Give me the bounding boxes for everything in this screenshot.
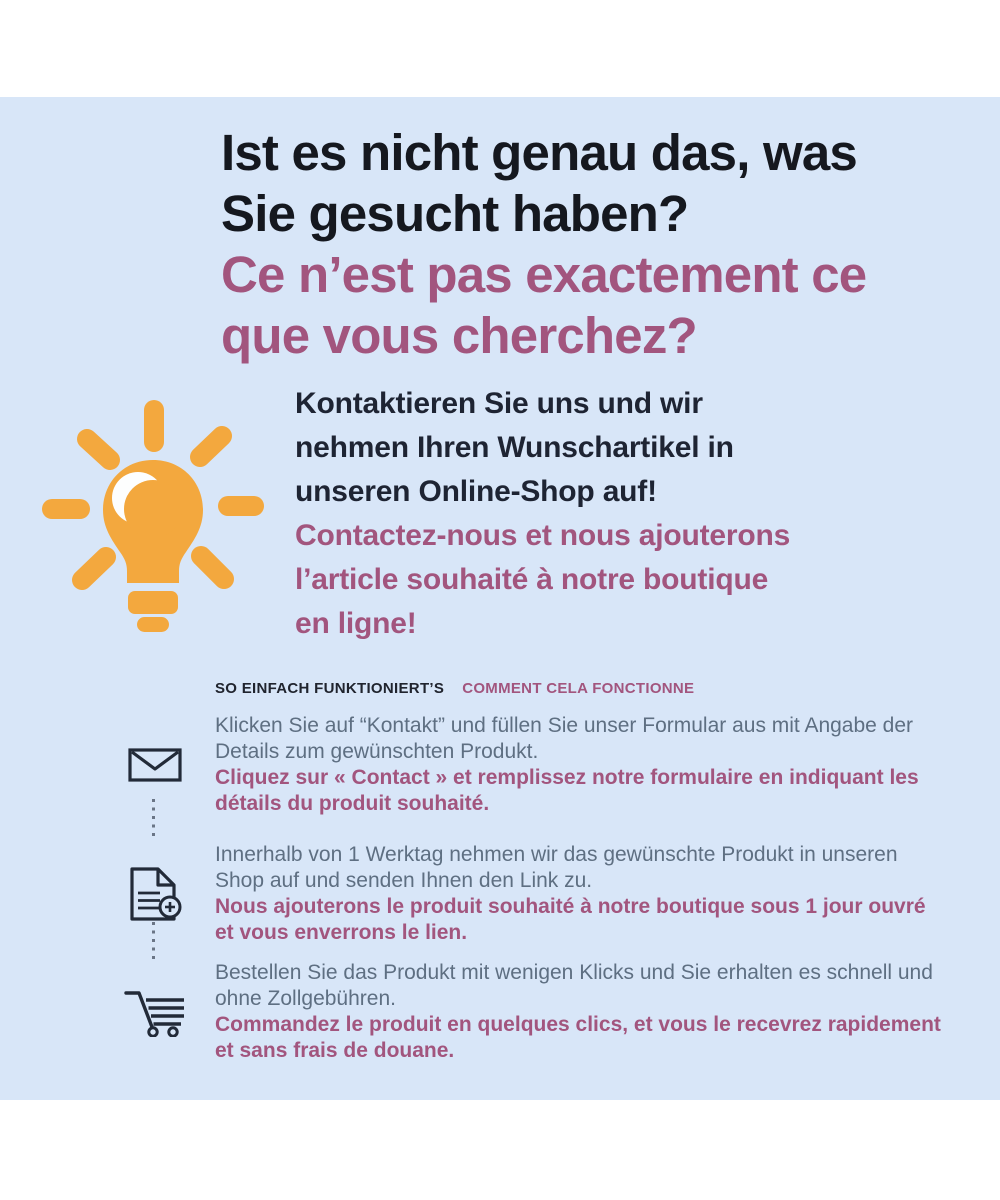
step-text-block (215, 960, 945, 1064)
headline (221, 122, 866, 366)
intro-de-line1: Kontaktieren Sie uns und wir (295, 387, 703, 420)
step1-text-de: Klicken Sie auf “Kontakt” und füllen Sie unser Formular aus mit Angabe der Details zum gewünschten Produkt. (215, 714, 914, 763)
dotted-connector-1 (152, 799, 155, 837)
lightbulb-icon (40, 392, 266, 632)
intro-de-line3: unseren Online-Shop auf! (295, 475, 657, 508)
headline-fr-line2: que vous cherchez? (221, 307, 697, 364)
intro-fr-line2: l’article souhaité à notre boutique (295, 563, 769, 596)
step-text-block (215, 842, 945, 946)
step-row-add-product (100, 842, 945, 946)
step-text-block (215, 713, 945, 817)
headline-de-line1: Ist es nicht genau das, was (221, 124, 857, 181)
headline-fr-line1: Ce n’est pas exactement ce (221, 246, 867, 303)
step3-text-de: Bestellen Sie das Produkt mit wenigen Klicks und Sie erhalten es schnell und ohne Zollgebühren. (215, 961, 933, 1010)
step-row-order (100, 960, 945, 1064)
step2-text-fr: Nous ajouterons le produit souhaité à notre boutique sous 1 jour ouvré et vous enverrons le lien. (215, 895, 926, 944)
section-heading-de: SO EINFACH FUNKTIONIERT’S (215, 680, 445, 697)
section-heading-fr: COMMENT CELA FONCTIONNE (462, 680, 695, 697)
envelope-icon (100, 748, 210, 782)
step2-text-de: Innerhalb von 1 Werktag nehmen wir das gewünschte Produkt in unseren Shop auf und senden Ihnen den Link zu. (215, 843, 898, 892)
intro-fr-line1: Contactez-nous et nous ajouterons (295, 519, 791, 552)
step1-text-fr: Cliquez sur « Contact » et remplissez notre formulaire en indiquant les détails du produit souhaité. (215, 766, 919, 815)
section-heading (215, 680, 694, 697)
document-add-icon (100, 867, 210, 921)
headline-de-line2: Sie gesucht haben? (221, 185, 689, 242)
intro-text (295, 382, 790, 646)
intro-fr-line3: en ligne! (295, 607, 417, 640)
intro-de-line2: nehmen Ihren Wunschartikel in (295, 431, 734, 464)
step3-text-fr: Commandez le produit en quelques clics, et vous le recevrez rapidement et sans frais de douane. (215, 1013, 941, 1062)
shopping-cart-icon (100, 987, 210, 1037)
dotted-connector-2 (152, 922, 155, 962)
step-row-contact (100, 713, 945, 817)
